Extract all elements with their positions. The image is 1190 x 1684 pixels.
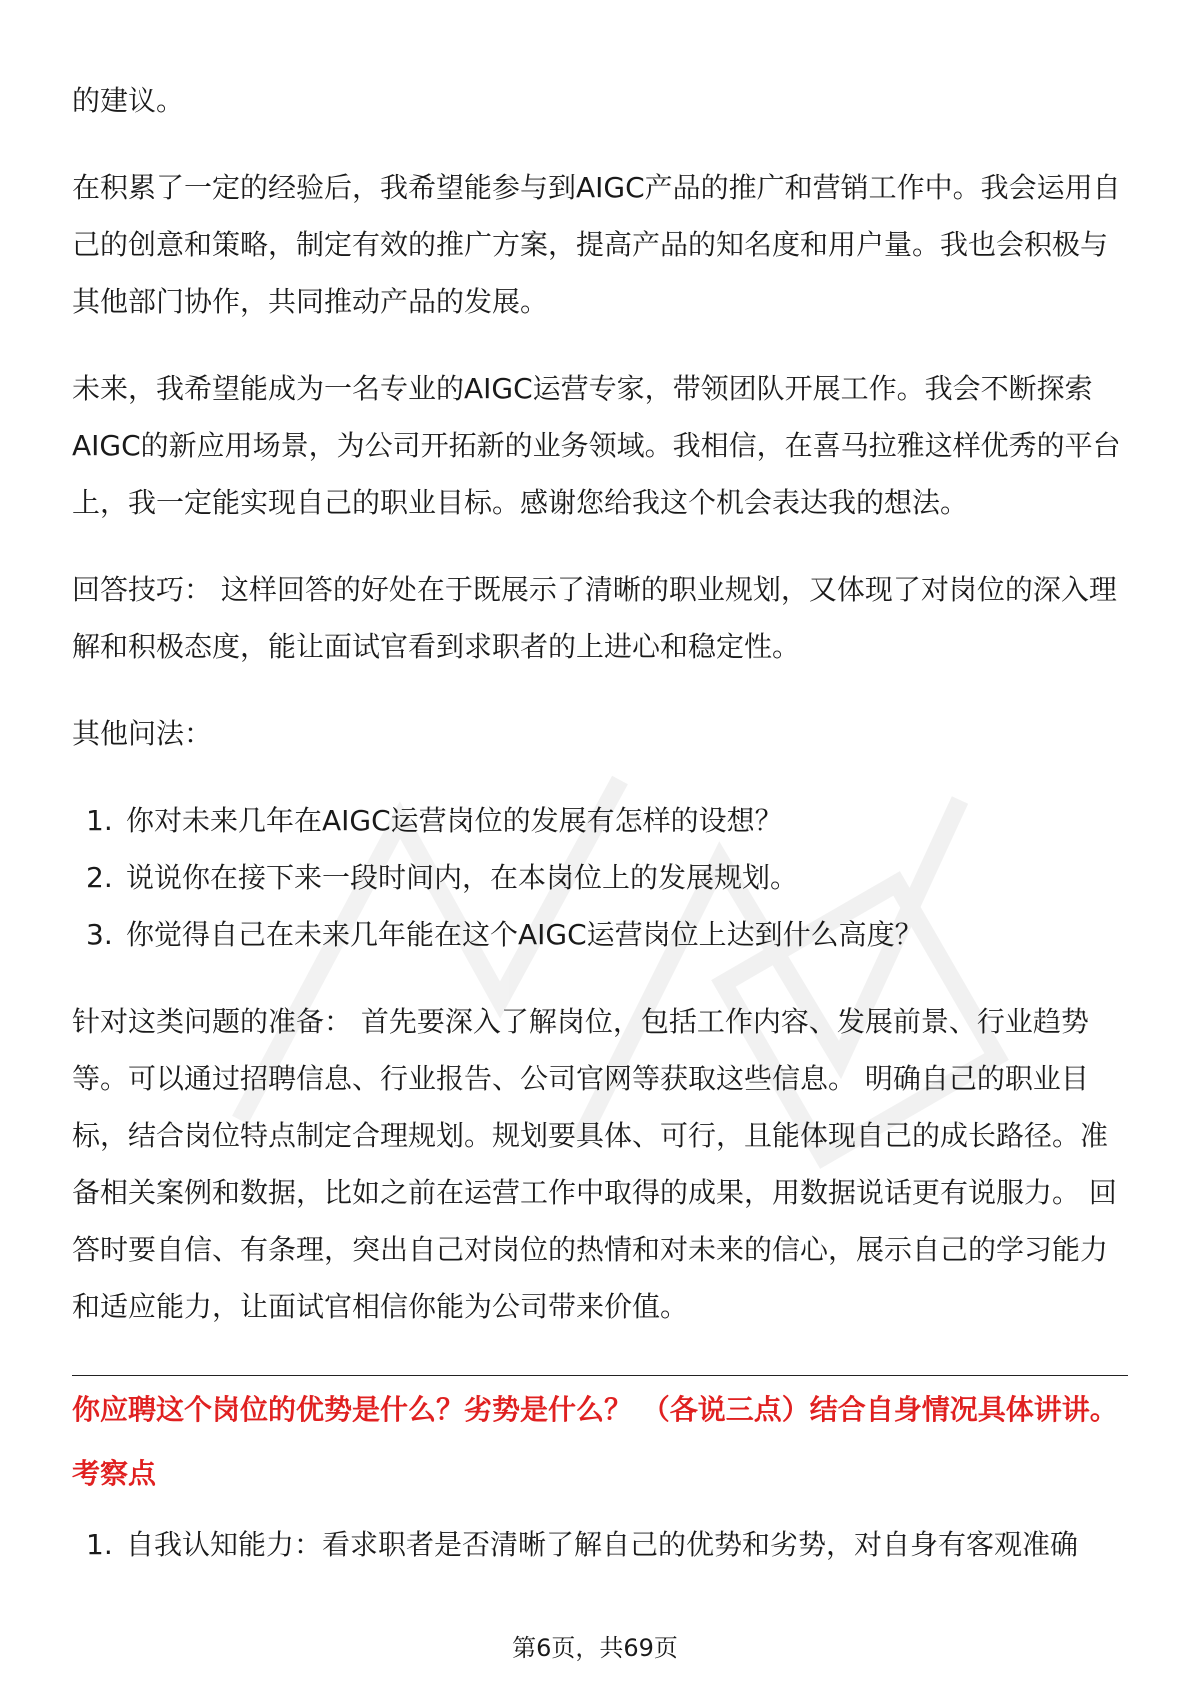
preparation-paragraph: 针对这类问题的准备： 首先要深入了解岗位，包括工作内容、发展前景、行业趋势等。可以通过招聘信息、行业报告、公司官网等获取这些信息。 明确自己的职业目标，结合岗位特点制定合理规划。规划要具体、可行，且能体现自己的成长路径。准备相关案例和数据，比如之前在运营工作中取得的成果，用数据说话更有说服力。 回答时要自信、有条理，突出自己对岗位的热情和对未来的信心，展示自己的学习能力和适应能力，让面试官相信你能为公司带来价值。	[72, 1005, 1117, 1323]
list-number: 1.	[86, 1528, 113, 1561]
question-heading: 你应聘这个岗位的优势是什么？劣势是什么？ （各说三点）结合自身情况具体讲讲。	[72, 1393, 1118, 1426]
paragraph-0: 的建议。	[72, 84, 185, 117]
list-item-text: 自我认知能力：看求职者是否清晰了解自己的优势和劣势，对自身有客观准确	[126, 1528, 1079, 1561]
list-number: 1.	[86, 804, 113, 837]
list-item	[72, 792, 1128, 849]
list-item-text: 你对未来几年在AIGC运营岗位的发展有怎样的设想？	[126, 804, 783, 837]
list-item	[72, 1516, 1128, 1573]
list-number: 2.	[86, 861, 113, 894]
list-item	[72, 849, 1128, 906]
answer-tips: 回答技巧： 这样回答的好处在于既展示了清晰的职业规划，又体现了对岗位的深入理解和积极态度，能让面试官看到求职者的上进心和稳定性。	[72, 573, 1117, 663]
other-questions-list	[72, 792, 1128, 963]
list-item-text: 说说你在接下来一段时间内，在本岗位上的发展规划。	[126, 861, 799, 894]
assessment-points-heading: 考察点	[72, 1457, 157, 1490]
list-number: 3.	[86, 918, 113, 951]
paragraph-1: 在积累了一定的经验后，我希望能参与到AIGC产品的推广和营销工作中。我会运用自己的创意和策略，制定有效的推广方案，提高产品的知名度和用户量。我也会积极与其他部门协作，共同推动产品的发展。	[72, 171, 1121, 318]
document-body	[72, 72, 1128, 1573]
paragraph-2: 未来，我希望能成为一名专业的AIGC运营专家，带领团队开展工作。我会不断探索AIGC的新应用场景，为公司开拓新的业务领域。我相信，在喜马拉雅这样优秀的平台上，我一定能实现自己的职业目标。感谢您给我这个机会表达我的想法。	[72, 372, 1121, 519]
list-item-text: 你觉得自己在未来几年能在这个AIGC运营岗位上达到什么高度？	[126, 918, 923, 951]
page-footer: 第6页，共69页	[512, 1634, 678, 1662]
assessment-points-list	[72, 1516, 1128, 1573]
list-item	[72, 906, 1128, 963]
other-questions-label: 其他问法：	[72, 717, 213, 750]
section-divider	[72, 1375, 1128, 1376]
